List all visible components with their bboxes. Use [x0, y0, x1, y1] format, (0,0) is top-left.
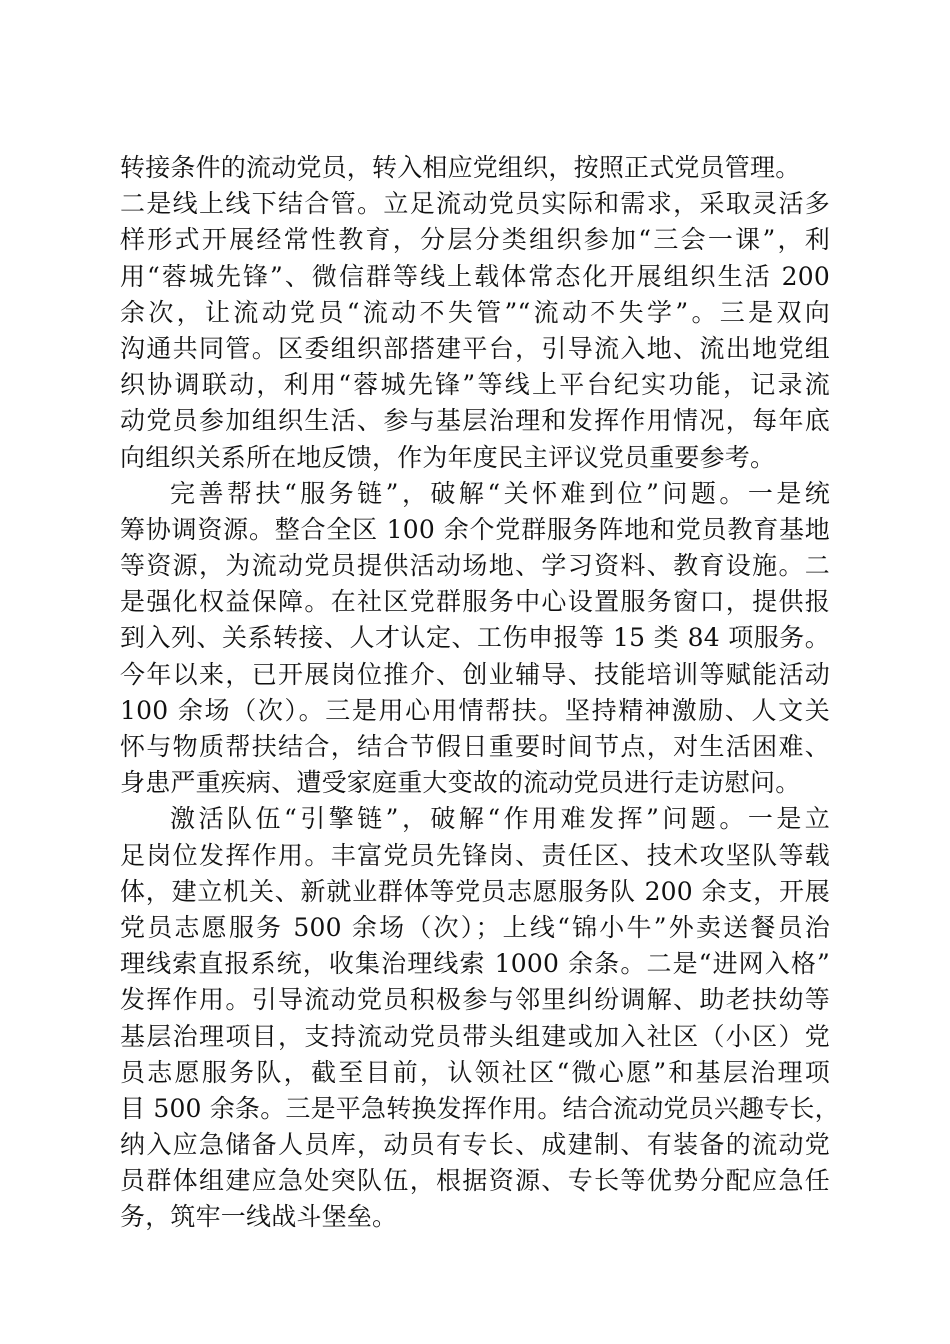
body-text — [120, 150, 840, 1236]
text-line: 转接条件的流动党员，转入相应党组织，按照正式党员管理。 — [120, 153, 801, 182]
paragraph-heading-line: 激活队伍“引擎链”，破解“作用难发挥”问题。一是立 — [170, 804, 830, 834]
text-line: 沟通共同管。区委组织部搭建平台，引导流入地、流出地党组 — [120, 333, 830, 363]
text-line: 怀与物质帮扶结合，结合节假日重要时间节点，对生活困难、 — [120, 732, 830, 761]
text-line: 二是线上线下结合管。立足流动党员实际和需求，采取灵活多 — [120, 189, 830, 219]
text-line: 体，建立机关、新就业群体等党员志愿服务队 200 余支，开展 — [120, 876, 830, 906]
text-line: 党员志愿服务 500 余场（次）；上线“锦小牛”外卖送餐员治 — [120, 912, 830, 942]
text-line: 等资源，为流动党员提供活动场地、学习资料、教育设施。二 — [120, 551, 830, 581]
text-line: 余次，让流动党员“流动不失管”“流动不失学”。三是双向 — [120, 297, 830, 327]
text-line: 今年以来，已开展岗位推介、创业辅导、技能培训等赋能活动 — [120, 659, 830, 689]
text-line: 理线索直报系统，收集治理线索 1000 余条。二是“进网入格” — [120, 949, 830, 979]
text-line: 样形式开展经常性教育，分层分类组织参加“三会一课”，利 — [120, 225, 830, 255]
text-line: 动党员参加组织生活、参与基层治理和发挥作用情况，每年底 — [120, 406, 830, 436]
text-line: 发挥作用。引导流动党员积极参与邻里纠纷调解、助老扶幼等 — [120, 985, 830, 1015]
text-line: 是强化权益保障。在社区党群服务中心设置服务窗口，提供报 — [120, 587, 830, 617]
text-line: 向组织关系所在地反馈，作为年度民主评议党员重要参考。 — [120, 442, 776, 472]
text-line: 100 余场（次）。三是用心用情帮扶。坚持精神激励、人文关 — [120, 695, 830, 725]
text-line: 筹协调资源。整合全区 100 余个党群服务阵地和党员教育基地 — [120, 514, 830, 544]
paragraph-heading-line: 完善帮扶“服务链”，破解“关怀难到位”问题。一是统 — [170, 478, 830, 508]
text-line: 务，筑牢一线战斗堡垒。 — [120, 1202, 398, 1232]
text-line: 员群体组建应急处突队伍，根据资源、专长等优势分配应急任 — [120, 1166, 830, 1196]
text-line: 用“蓉城先锋”、微信群等线上载体常态化开展组织生活 200 — [120, 261, 830, 291]
text-line: 足岗位发挥作用。丰富党员先锋岗、责任区、技术攻坚队等载 — [120, 840, 830, 870]
text-line: 纳入应急储备人员库，动员有专长、成建制、有装备的流动党 — [120, 1130, 830, 1160]
text-line: 到入列、关系转接、人才认定、工伤申报等 15 类 84 项服务。 — [120, 623, 830, 653]
text-line: 织协调联动，利用“蓉城先锋”等线上平台纪实功能，记录流 — [120, 370, 830, 400]
text-line: 员志愿服务队，截至目前，认领社区“微心愿”和基层治理项 — [120, 1057, 830, 1087]
text-line: 基层治理项目，支持流动党员带头组建或加入社区（小区）党 — [120, 1021, 830, 1051]
text-line: 身患严重疾病、遭受家庭重大变故的流动党员进行走访慰问。 — [120, 768, 801, 798]
text-line: 目 500 余条。三是平急转换发挥作用。结合流动党员兴趣专长， — [120, 1093, 840, 1123]
